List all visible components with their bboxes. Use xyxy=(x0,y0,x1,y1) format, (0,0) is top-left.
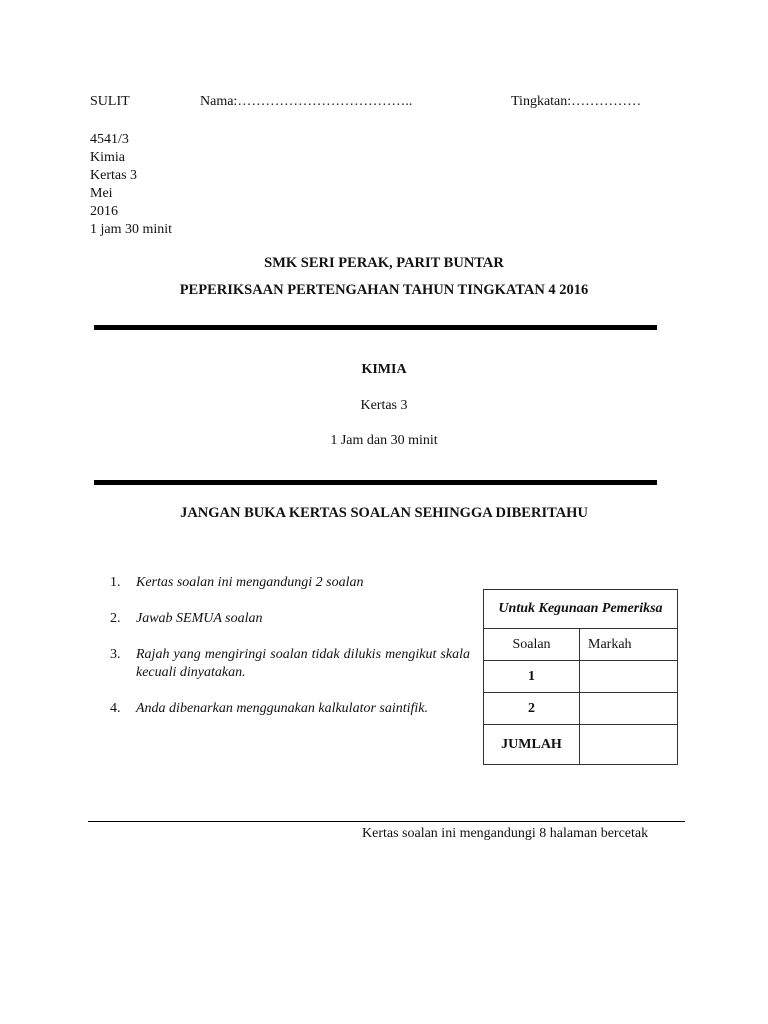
exam-title: PEPERIKSAAN PERTENGAHAN TAHUN TINGKATAN 4 2016 xyxy=(179,282,589,298)
nama-field: Nama:……………………………….. xyxy=(200,94,413,109)
tingkatan-field: Tingkatan:…………… xyxy=(511,94,642,109)
table-row xyxy=(484,661,678,693)
paper-number: Kertas 3 xyxy=(90,168,138,183)
jumlah-label: JUMLAH xyxy=(484,725,580,765)
cover-paper: Kertas 3 xyxy=(360,398,408,413)
paper-duration: 1 jam 30 minit xyxy=(90,222,173,237)
paper-meta xyxy=(90,131,172,239)
cover-subject: KIMIA xyxy=(361,362,407,377)
instruction-number: 2. xyxy=(110,611,121,626)
instruction-number: 4. xyxy=(110,701,121,716)
markah-cell xyxy=(580,661,678,693)
table-row-total xyxy=(484,725,678,765)
instruction-item xyxy=(110,610,470,628)
footer-divider xyxy=(88,821,685,822)
markah-cell xyxy=(580,693,678,725)
instructions-list xyxy=(110,574,470,736)
examiner-table xyxy=(483,589,678,765)
paper-subject: Kimia xyxy=(90,150,125,165)
footer-text: Kertas soalan ini mengandungi 8 halaman bercetak xyxy=(362,826,649,841)
examiner-table-heading: Untuk Kegunaan Pemeriksa xyxy=(484,590,678,629)
col-markah-header: Markah xyxy=(580,629,678,661)
cover-duration: 1 Jam dan 30 minit xyxy=(330,433,438,448)
paper-month: Mei xyxy=(90,186,113,201)
bottom-divider xyxy=(94,480,657,485)
instruction-number: 3. xyxy=(110,647,121,662)
paper-code: 4541/3 xyxy=(90,132,129,147)
sulit-label: SULIT xyxy=(90,94,130,109)
col-soalan-header: Soalan xyxy=(484,629,580,661)
paper-year: 2016 xyxy=(90,204,118,219)
instruction-item xyxy=(110,700,470,718)
instruction-text: Anda dibenarkan menggunakan kalkulator saintifik. xyxy=(136,701,429,716)
instruction-number: 1. xyxy=(110,575,121,590)
warning-text: JANGAN BUKA KERTAS SOALAN SEHINGGA DIBERITAHU xyxy=(180,505,588,521)
instruction-text: Jawab SEMUA soalan xyxy=(136,611,263,626)
top-divider xyxy=(94,325,657,330)
instruction-item xyxy=(110,574,470,592)
instruction-text: Kertas soalan ini mengandungi 2 soalan xyxy=(136,575,364,590)
school-title: SMK SERI PERAK, PARIT BUNTAR xyxy=(264,255,504,271)
soalan-cell: 2 xyxy=(484,693,580,725)
table-row xyxy=(484,693,678,725)
jumlah-cell xyxy=(580,725,678,765)
soalan-cell: 1 xyxy=(484,661,580,693)
instruction-item xyxy=(110,646,470,682)
instruction-text: Rajah yang mengiringi soalan tidak dilukis mengikut skala kecuali dinyatakan. xyxy=(136,647,470,680)
